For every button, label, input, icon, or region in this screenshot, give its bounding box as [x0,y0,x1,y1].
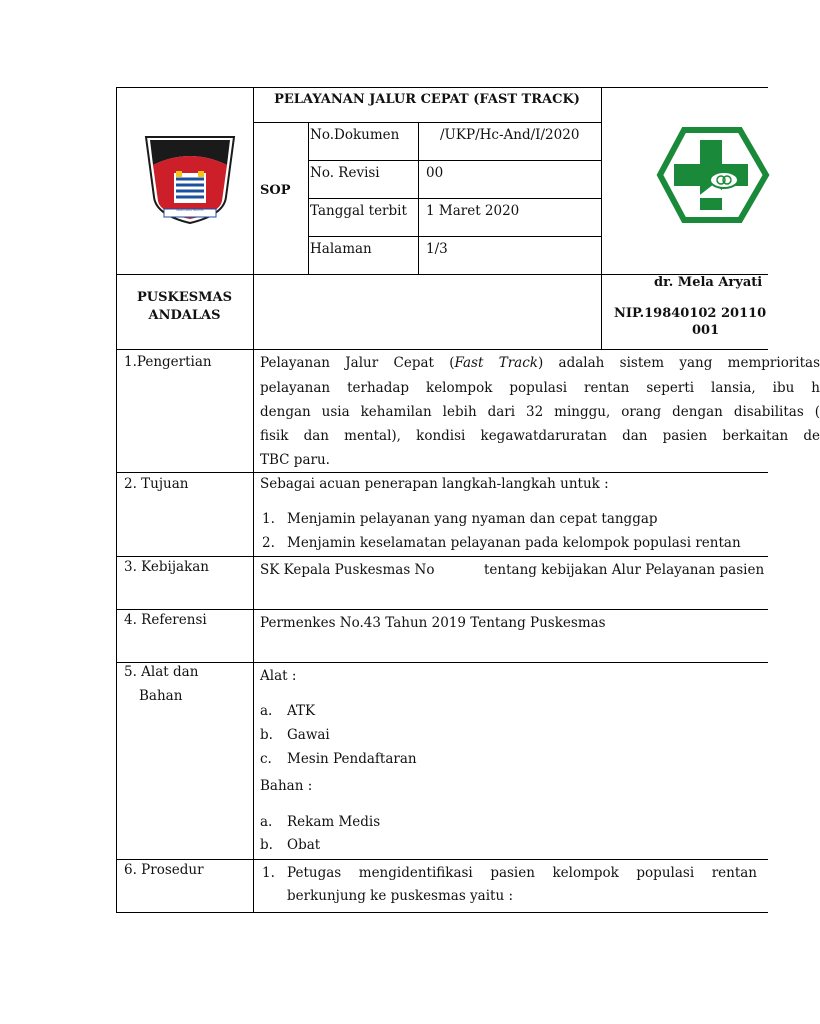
pengertian-line-3: dengan usia kehamilan lebih dari 32 minggu, orang dengan disabilitas ( [260,404,820,420]
pengertian-fast-track: Fast Track [454,355,538,371]
tujuan-item-num: 2. [262,535,275,551]
signer-nip-line2: 001 [692,323,720,338]
tujuan-item-text: Menjamin keselamatan pelayanan pada kelompok populasi rentan [287,535,741,551]
alat-item-num: b. [260,727,273,743]
section-label-prosedur: 6. Prosedur [124,862,204,878]
bahan-item-text: Obat [287,837,321,853]
alat-item-text: Gawai [287,727,330,743]
city-emblem-motto: PADANG KOTA TERCINTA [176,210,204,212]
tujuan-item-num: 1. [262,511,275,527]
alat-item-num: c. [260,751,272,767]
pengertian-text-part: ) adalah sistem yang memprioritas [537,355,820,371]
bahan-heading: Bahan : [260,778,313,794]
prosedur-line-1: Petugas mengidentifikasi pasien kelompok populasi rentan [287,865,757,881]
city-emblem-logo [144,135,236,227]
org-name-line2: ANDALAS [148,308,221,323]
pengertian-line-1 [260,355,820,371]
pengertian-text-part: Pelayanan Jalur Cepat ( [260,355,455,371]
section-label-kebijakan: 3. Kebijakan [124,559,210,575]
meta-label-halaman: Halaman [310,241,372,257]
meta-value-tanggal: 1 Maret 2020 [426,203,520,219]
alat-heading: Alat : [260,668,297,684]
pengertian-line-5: TBC paru. [260,452,330,468]
section-label-alat-line2: Bahan [139,688,183,704]
referensi-text: Permenkes No.43 Tahun 2019 Tentang Puskesmas [260,615,606,631]
bahan-item-num: b. [260,837,273,853]
alat-item-text: Mesin Pendaftaran [287,751,417,767]
tujuan-intro: Sebagai acuan penerapan langkah-langkah untuk : [260,476,609,492]
meta-label-dokumen: No.Dokumen [310,127,400,143]
signer-nip-line1: NIP.19840102 20110 [614,306,767,321]
prosedur-item-num: 1. [262,865,275,881]
bahan-item-num: a. [260,814,273,830]
meta-value-halaman: 1/3 [426,241,448,257]
signer-name: dr. Mela Aryati [654,275,763,290]
section-label-tujuan: 2. Tujuan [124,476,189,492]
sop-label: SOP [260,183,291,198]
document-title: PELAYANAN JALUR CEPAT (FAST TRACK) [274,92,580,107]
kebijakan-text-b: tentang kebijakan Alur Pelayanan pasien [484,562,765,578]
kebijakan-text-a: SK Kepala Puskesmas No [260,562,435,578]
pengertian-line-2: pelayanan terhadap kelompok populasi rentan seperti lansia, ibu h [260,380,820,396]
meta-label-revisi: No. Revisi [310,165,380,181]
meta-label-tanggal: Tanggal terbit [310,203,407,219]
section-label-referensi: 4. Referensi [124,612,207,628]
org-name-line1: PUSKESMAS [137,290,232,305]
puskesmas-logo [656,126,768,224]
pengertian-line-4: fisik dan mental), kondisi kegawatdaruratan dan pasien berkaitan de [260,428,820,444]
meta-value-dokumen: /UKP/Hc-And/I/2020 [440,127,580,143]
prosedur-line-2: berkunjung ke puskesmas yaitu : [287,888,514,904]
bahan-item-text: Rekam Medis [287,814,381,830]
meta-value-revisi: 00 [426,165,444,181]
alat-item-text: ATK [287,703,316,719]
section-label-alat-line1: 5. Alat dan [124,664,199,680]
section-label-pengertian: 1.Pengertian [124,354,212,370]
tujuan-item-text: Menjamin pelayanan yang nyaman dan cepat tanggap [287,511,658,527]
alat-item-num: a. [260,703,273,719]
